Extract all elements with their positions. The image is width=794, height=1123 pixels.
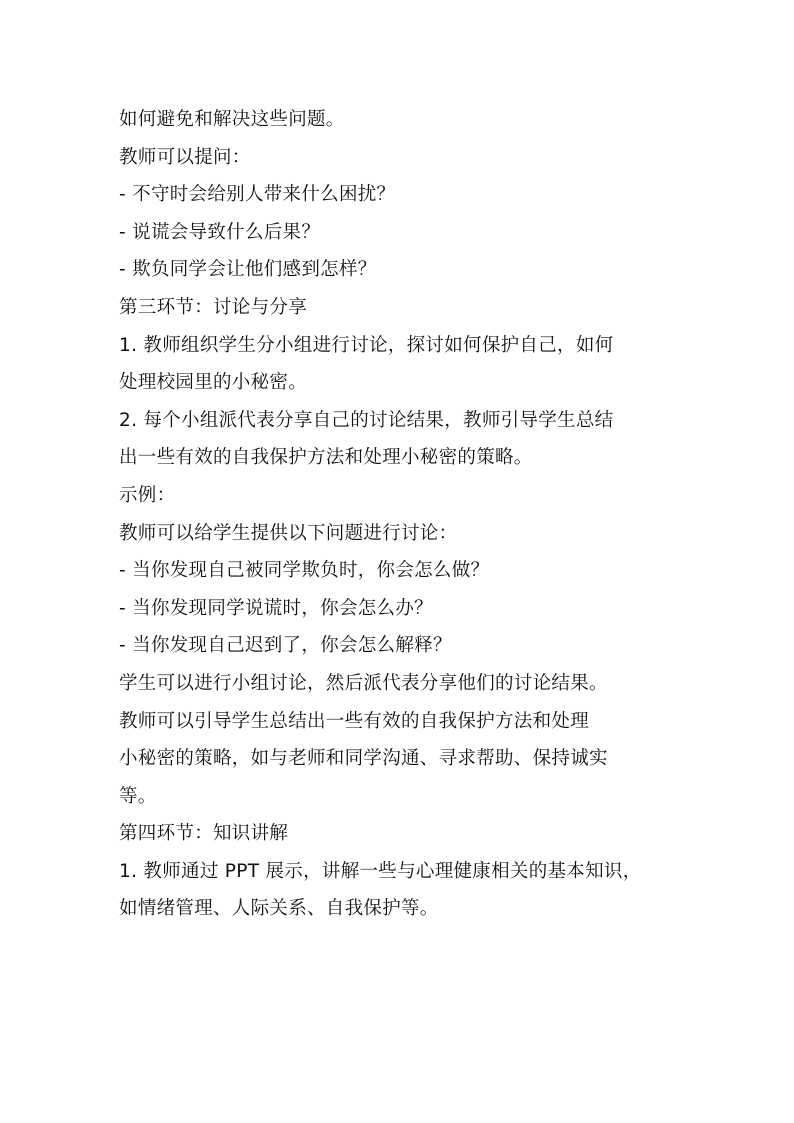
text-line: 示例： bbox=[119, 484, 176, 506]
text-line: 教师可以给学生提供以下问题进行讨论： bbox=[119, 522, 458, 544]
text-line: 等。 bbox=[119, 785, 157, 807]
list-item: - 说谎会导致什么后果？ bbox=[119, 221, 321, 243]
text-line: 1. 教师通过 PPT 展示，讲解一些与心理健康相关的基本知识， bbox=[119, 860, 642, 882]
list-item: - 当你发现同学说谎时，你会怎么办？ bbox=[119, 597, 433, 619]
document-body bbox=[119, 101, 699, 928]
text-line: 学生可以进行小组讨论，然后派代表分享他们的讨论结果。 bbox=[119, 672, 608, 694]
text-line: 处理校园里的小秘密。 bbox=[119, 372, 308, 394]
text-line: 如情绪管理、人际关系、自我保护等。 bbox=[119, 898, 439, 920]
text-line: 2. 每个小组派代表分享自己的讨论结果，教师引导学生总结 bbox=[119, 409, 614, 431]
section-heading: 第三环节：讨论与分享 bbox=[119, 296, 308, 318]
text-line: 1. 教师组织学生分小组进行讨论，探讨如何保护自己，如何 bbox=[119, 334, 614, 356]
text-line: 教师可以提问： bbox=[119, 146, 251, 168]
text-line: 教师可以引导学生总结出一些有效的自我保护方法和处理 bbox=[119, 710, 590, 732]
list-item: - 不守时会给别人带来什么困扰？ bbox=[119, 184, 396, 206]
text-line: 如何避免和解决这些问题。 bbox=[119, 109, 345, 130]
list-item: - 当你发现自己被同学欺负时，你会怎么做？ bbox=[119, 560, 490, 582]
text-line: 小秘密的策略，如与老师和同学沟通、寻求帮助、保持诚实 bbox=[119, 748, 608, 770]
text-line: 出一些有效的自我保护方法和处理小秘密的策略。 bbox=[119, 447, 533, 469]
list-item: - 欺负同学会让他们感到怎样？ bbox=[119, 259, 377, 281]
section-heading: 第四环节：知识讲解 bbox=[119, 823, 289, 845]
list-item: - 当你发现自己迟到了，你会怎么解释？ bbox=[119, 635, 452, 657]
